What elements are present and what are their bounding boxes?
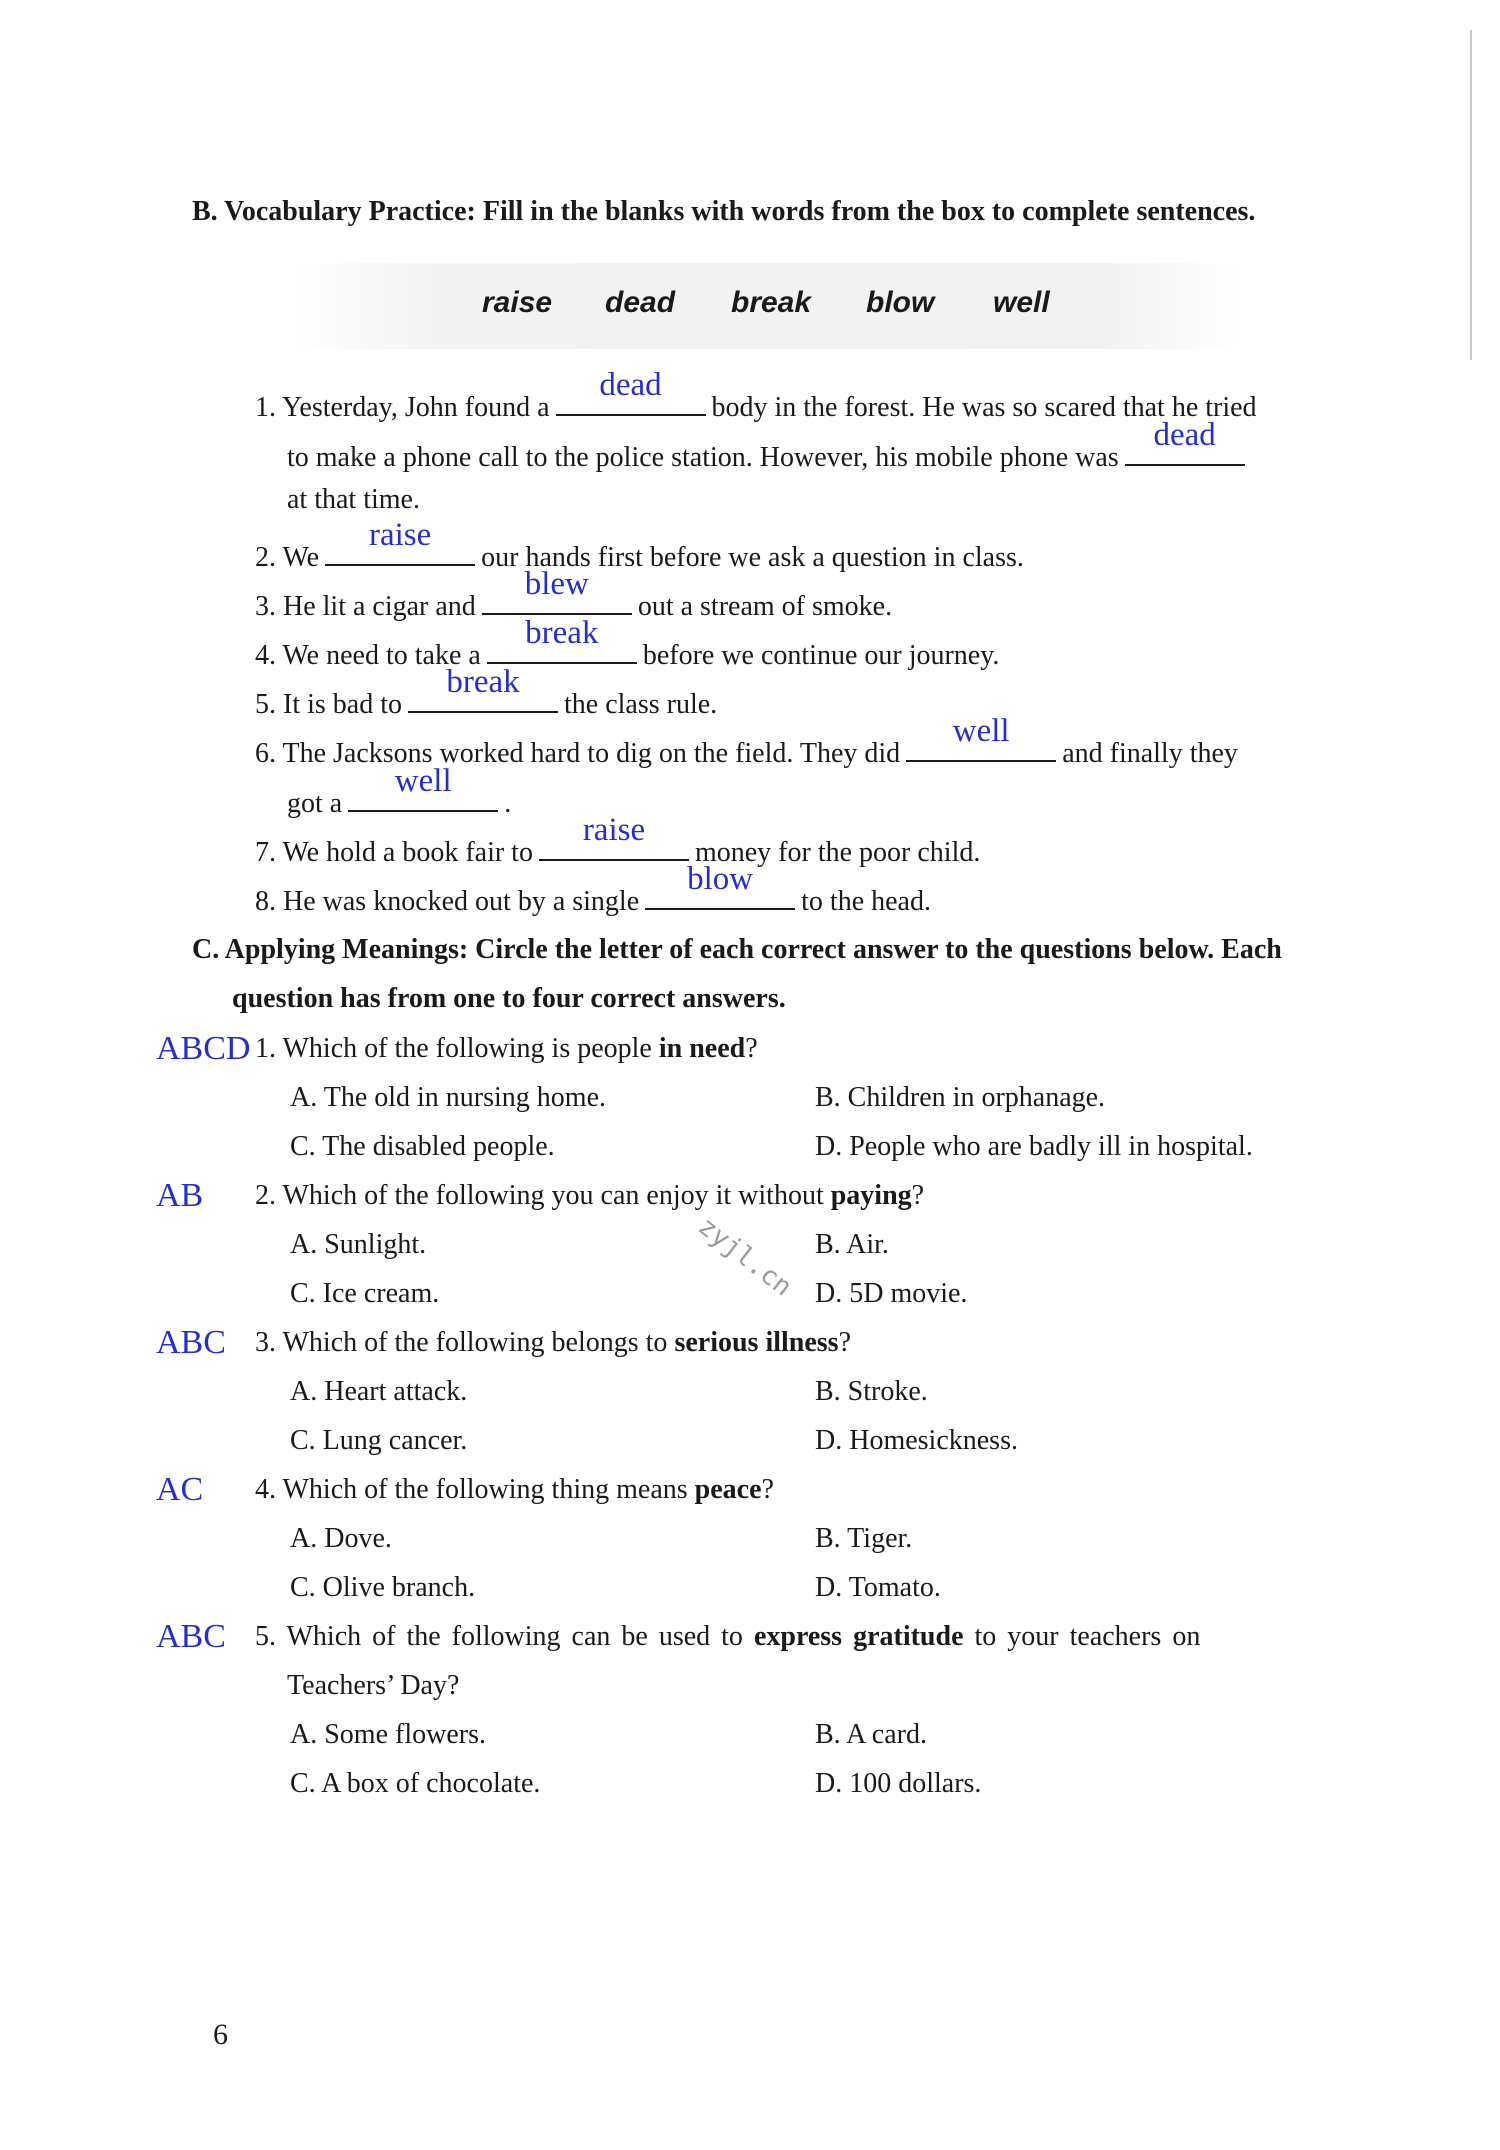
option[interactable]: C. A box of chocolate. (290, 1768, 541, 1799)
vocab-item-2: 2. We raise our hands first before we ask a question in class. (255, 517, 1024, 573)
question-answer-letters: AB (156, 1177, 204, 1214)
question-answer-letters: ABCD (156, 1030, 251, 1067)
word-box-item: break (731, 286, 812, 319)
option[interactable]: A. Sunlight. (290, 1229, 427, 1260)
handwritten-answer: break (446, 664, 520, 700)
option[interactable]: B. Children in orphanage. (815, 1082, 1106, 1113)
answer-blank[interactable] (906, 713, 1056, 762)
vocab-item-1: 1. Yesterday, John found a dead body in the forest. He was so scared that he tried (255, 367, 1257, 423)
answer-blank[interactable] (556, 367, 706, 416)
option[interactable]: C. Lung cancer. (290, 1425, 468, 1456)
option[interactable]: A. Heart attack. (290, 1376, 468, 1407)
answer-blank[interactable] (487, 615, 637, 664)
vocab-item-4: 4. We need to take a break before we continue our journey. (255, 615, 1000, 671)
handwritten-answer: dead (599, 367, 662, 403)
handwritten-answer: dead (1153, 417, 1216, 453)
answer-blank[interactable] (408, 664, 558, 713)
section-c-heading-line-2: question has from one to four correct answers. (232, 983, 786, 1014)
vocab-item-3: 3. He lit a cigar and blew out a stream of smoke. (255, 566, 893, 622)
question-3: 3. Which of the following belongs to serious illness? (255, 1327, 852, 1358)
vocab-item-6-line-2: got a well . (287, 763, 512, 819)
vocab-item-1-line-2: to make a phone call to the police station. However, his mobile phone was dead (287, 434, 1251, 474)
question-answer-letters: ABC (156, 1618, 226, 1655)
handwritten-answer: raise (582, 812, 646, 848)
answer-blank[interactable] (482, 566, 632, 615)
option[interactable]: C. Olive branch. (290, 1572, 476, 1603)
handwritten-answer: well (394, 763, 452, 799)
question-answer-letters: AC (156, 1471, 204, 1508)
word-box-item: dead (605, 286, 676, 319)
answer-blank[interactable] (645, 861, 795, 910)
option[interactable]: B. Tiger. (815, 1523, 913, 1554)
vocab-item-7: 7. We hold a book fair to raise money for the poor child. (255, 812, 981, 868)
handwritten-answer: well (952, 713, 1010, 749)
handwritten-answer: blew (524, 566, 589, 602)
option[interactable]: C. Ice cream. (290, 1278, 440, 1309)
option[interactable]: A. The old in nursing home. (290, 1082, 607, 1113)
question-5: 5. Which of the following can be used to express gratitude to your teachers on (255, 1621, 1201, 1652)
vocab-item-1-line-3: at that time. (287, 484, 420, 515)
vocab-item-5: 5. It is bad to break the class rule. (255, 664, 718, 720)
answer-blank[interactable] (539, 812, 689, 861)
option[interactable]: B. Stroke. (815, 1376, 928, 1407)
question-2: 2. Which of the following you can enjoy it without paying? (255, 1180, 925, 1211)
watermark: zyjl.cn (692, 1211, 798, 1303)
option[interactable]: B. Air. (815, 1229, 889, 1260)
option[interactable]: A. Dove. (290, 1523, 392, 1554)
vocab-item-8: 8. He was knocked out by a single blow to the head. (255, 861, 931, 917)
option[interactable]: B. A card. (815, 1719, 927, 1750)
handwritten-answer: blow (687, 861, 754, 897)
answer-blank[interactable] (1125, 417, 1245, 466)
question-1: 1. Which of the following is people in need? (255, 1033, 758, 1064)
option[interactable]: D. Homesickness. (815, 1425, 1018, 1456)
vocab-item-6: 6. The Jacksons worked hard to dig on the field. They did well and finally they (255, 713, 1238, 769)
option[interactable]: D. 100 dollars. (815, 1768, 982, 1799)
option[interactable]: D. 5D movie. (815, 1278, 968, 1309)
section-c-heading: C. Applying Meanings: Circle the letter of each correct answer to the questions below. Each (192, 934, 1282, 965)
option[interactable]: A. Some flowers. (290, 1719, 486, 1750)
word-box-item: blow (866, 286, 935, 319)
section-b-heading: B. Vocabulary Practice: Fill in the blanks with words from the box to complete sentences. (192, 196, 1256, 227)
question-answer-letters: ABC (156, 1324, 226, 1361)
word-box-item: well (993, 286, 1050, 319)
handwritten-answer: raise (368, 517, 432, 553)
question-4: 4. Which of the following thing means peace? (255, 1474, 774, 1505)
handwritten-answer: break (525, 615, 599, 651)
word-box-item: raise (482, 286, 553, 319)
option[interactable]: D. People who are badly ill in hospital. (815, 1131, 1253, 1162)
page-number: 6 (213, 2018, 228, 2051)
question-5-line-2: Teachers’ Day? (287, 1670, 460, 1701)
page-edge-shadow (1470, 30, 1472, 360)
answer-blank[interactable] (325, 517, 475, 566)
option[interactable]: C. The disabled people. (290, 1131, 555, 1162)
option[interactable]: D. Tomato. (815, 1572, 941, 1603)
